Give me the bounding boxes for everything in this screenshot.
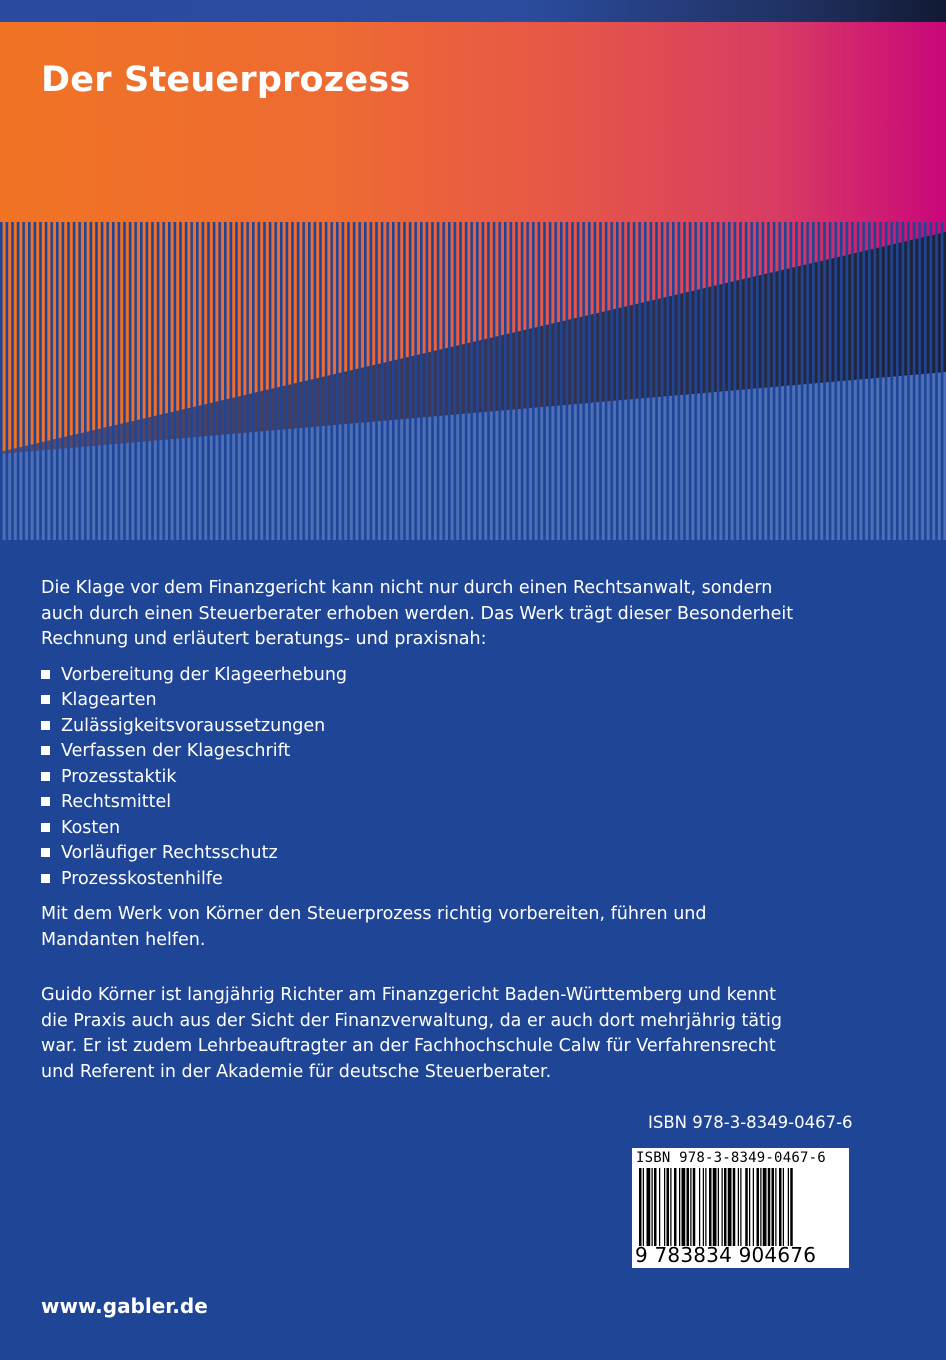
author-bio: Guido Körner ist langjährig Richter am Finanzgericht Baden-Württemberg und kennt die Praxis auch aus der Sicht der Finanzverwaltung, da er auch dort mehrjährig tätig war. Er ist zudem Lehrbeauftragter an der Fachhochschule Calw für Verfahrensrecht und Referent in der Akademie für deutsche Steuerberater.: [41, 985, 782, 1082]
gradient-band: [0, 22, 946, 222]
square-bullet-icon: [41, 721, 50, 730]
barcode-bar: [659, 1168, 660, 1246]
square-bullet-icon: [41, 746, 50, 755]
feature-label: Zulässigkeitsvoraussetzungen: [61, 715, 326, 736]
barcode-bar: [705, 1168, 706, 1246]
barcode-bar: [664, 1168, 665, 1246]
barcode-bar: [647, 1168, 651, 1246]
barcode-bar: [775, 1168, 776, 1246]
feature-item: [41, 739, 801, 765]
barcode-bar: [667, 1168, 670, 1246]
feature-label: Kosten: [61, 817, 121, 838]
barcode-bar: [745, 1168, 748, 1246]
square-bullet-icon: [41, 848, 50, 857]
feature-item: [41, 867, 801, 893]
barcode-bar: [722, 1168, 723, 1246]
feature-item: [41, 765, 801, 791]
feature-list: [41, 663, 801, 893]
barcode-bar: [639, 1168, 642, 1246]
outro-paragraph: Mit dem Werk von Körner den Steuerprozess richtig vorbereiten, führen und Mandanten helfen.: [41, 904, 707, 950]
feature-label: Prozesstaktik: [61, 766, 177, 787]
intro-paragraph: Die Klage vor dem Finanzgericht kann nicht nur durch einen Rechtsanwalt, sondern auch durch einen Steuerberater erhoben werden. Das Werk trägt dieser Besonderheit Rechnung und erläutert beratungs- und praxisnah:: [41, 578, 794, 649]
barcode-bar: [682, 1168, 686, 1246]
barcode-bar: [753, 1168, 754, 1246]
barcode-bar: [693, 1168, 696, 1246]
isbn-text: ISBN 978-3-8349-0467-6: [648, 1113, 853, 1132]
square-bullet-icon: [41, 695, 50, 704]
feature-item: [41, 790, 801, 816]
feature-item: [41, 688, 801, 714]
description: [41, 576, 801, 1085]
barcode-bar: [654, 1168, 657, 1246]
barcode-bar: [699, 1168, 700, 1246]
barcode-bar: [703, 1168, 704, 1246]
barcode: [632, 1148, 849, 1268]
book-title: Der Steuerprozess: [41, 60, 411, 100]
barcode-bar: [652, 1168, 653, 1246]
barcode-bar: [713, 1168, 717, 1246]
feature-label: Vorläufiger Rechtsschutz: [61, 843, 278, 863]
barcode-bar: [768, 1168, 771, 1246]
barcode-bar: [757, 1168, 760, 1246]
barcode-isbn-label: ISBN 978-3-8349-0467-6: [636, 1150, 826, 1166]
publisher-website: www.gabler.de: [41, 1294, 208, 1318]
barcode-bars: [637, 1168, 844, 1246]
barcode-digits: 9 783834 904676: [635, 1243, 817, 1267]
square-bullet-icon: [41, 772, 50, 781]
barcode-bar: [724, 1168, 727, 1246]
feature-item: [41, 714, 801, 740]
square-bullet-icon: [41, 823, 50, 832]
feature-item: [41, 663, 801, 689]
barcode-bar: [690, 1168, 691, 1246]
square-bullet-icon: [41, 797, 50, 806]
feature-label: Vorbereitung der Klageerhebung: [61, 664, 348, 685]
barcode-bar: [779, 1168, 782, 1246]
top-strip: [0, 0, 946, 22]
barcode-bar: [760, 1168, 761, 1246]
barcode-bar: [670, 1168, 671, 1246]
feature-label: Klagearten: [61, 690, 157, 710]
barcode-bar: [687, 1168, 690, 1246]
barcode-bar: [643, 1168, 644, 1246]
barcode-bar: [733, 1168, 736, 1246]
barcode-bar: [709, 1168, 712, 1246]
barcode-bar: [740, 1168, 741, 1246]
feature-label: Verfassen der Klageschrift: [61, 741, 291, 761]
barcode-bar: [674, 1168, 677, 1246]
barcode-bar: [679, 1168, 680, 1246]
barcode-bar: [718, 1168, 719, 1246]
square-bullet-icon: [41, 670, 50, 679]
barcode-bar: [790, 1168, 793, 1246]
barcode-bar: [728, 1168, 732, 1246]
barcode-bar: [783, 1168, 784, 1246]
barcode-bar: [749, 1168, 750, 1246]
feature-label: Prozesskostenhilfe: [61, 868, 223, 889]
feature-label: Rechtsmittel: [61, 792, 172, 812]
barcode-bar: [763, 1168, 767, 1246]
barcode-bar: [788, 1168, 789, 1246]
barcode-bar: [772, 1168, 775, 1246]
barcode-bar: [738, 1168, 739, 1246]
stripe-pattern: [0, 222, 946, 540]
feature-item: [41, 841, 801, 867]
square-bullet-icon: [41, 874, 50, 883]
feature-item: [41, 816, 801, 842]
